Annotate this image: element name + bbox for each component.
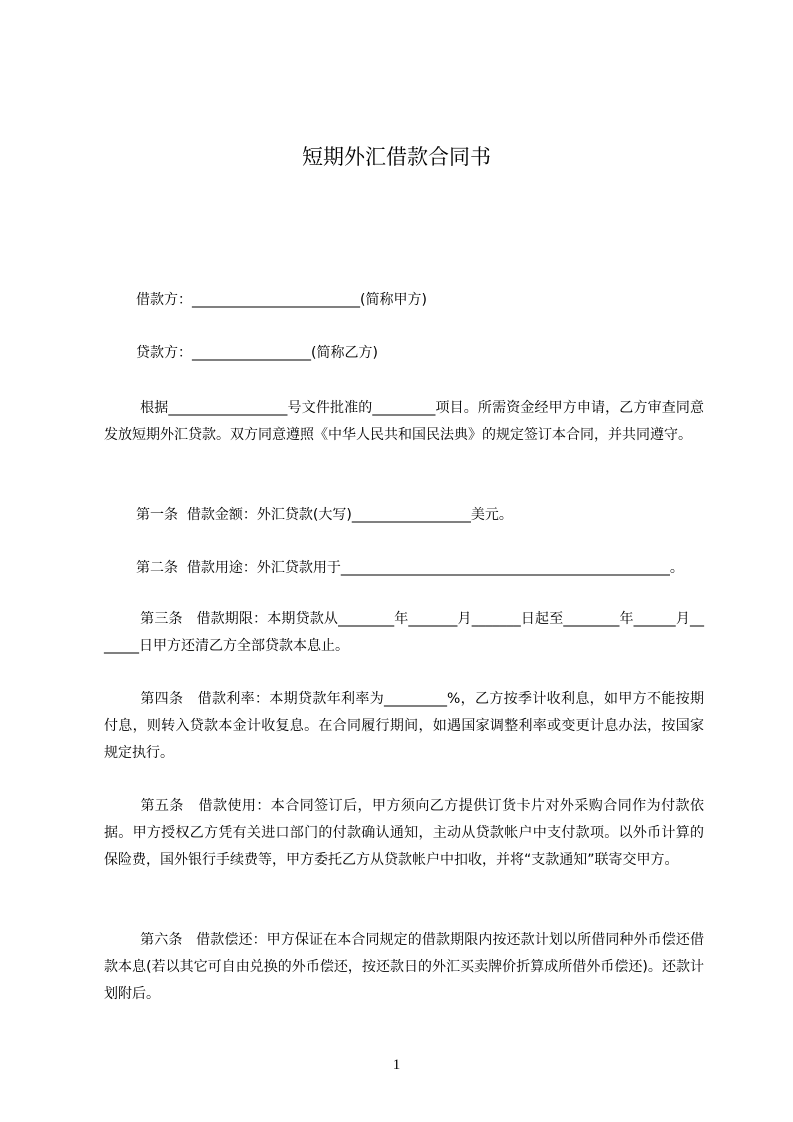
article-5 bbox=[104, 793, 704, 874]
document-title: 短期外汇借款合同书 bbox=[302, 145, 491, 169]
article-4-text: 第四条 借款利率：本期贷款年利率为_________%，乙方按季计收利息，如甲方不能按期付息，则转入贷款本金计收复息。在合同履行期间，如遇国家调整利率或变更计息办法，按国家规定执行。 bbox=[104, 691, 704, 761]
article-2-text: 第二条 借款用途：外汇贷款用于_______________________________________________。 bbox=[136, 560, 684, 576]
lender-text: 贷款方：_________________(简称乙方) bbox=[136, 345, 378, 361]
page-number: 1 bbox=[392, 1057, 401, 1073]
article-6 bbox=[104, 927, 704, 1008]
article-5-text: 第五条 借款使用：本合同签订后，甲方须向乙方提供订货卡片对外采购合同作为付款依据。甲方授权乙方凭有关进口部门的付款确认通知，主动从贷款帐户中支付款项。以外币计算的保险费，国外银行手续费等，甲方委托乙方从贷款帐户中扣收，并将“支款通知”联寄交甲方。 bbox=[104, 798, 704, 868]
article-2 bbox=[104, 555, 704, 582]
article-6-text: 第六条 借款偿还：甲方保证在本合同规定的借款期限内按还款计划以所借同种外币偿还借款本息(若以其它可自由兑换的外币偿还，按还款日的外汇买卖牌价折算成所借外币偿还)。还款计划附后。 bbox=[104, 932, 704, 1002]
article-1-text: 第一条 借款金额：外汇贷款(大写)_________________美元。 bbox=[136, 507, 513, 523]
preamble-text: 根据_________________号文件批准的_________项目。所需资金经甲方申请，乙方审查同意发放短期外汇贷款。双方同意遵照《中华人民共和国民法典》的规定签订本合同，并共同遵守。 bbox=[104, 400, 704, 443]
borrower-text: 借款方：________________________(简称甲方) bbox=[136, 292, 427, 308]
article-4 bbox=[104, 686, 704, 767]
borrower-line bbox=[104, 287, 704, 314]
lender-line bbox=[104, 340, 704, 367]
preamble-paragraph bbox=[104, 395, 704, 449]
article-3 bbox=[104, 606, 704, 660]
article-3-text: 第三条 借款期限：本期贷款从________年_______月_______日起至________年______月_______日甲方还清乙方全部贷款本息止。 bbox=[104, 611, 704, 654]
article-1 bbox=[104, 502, 704, 529]
